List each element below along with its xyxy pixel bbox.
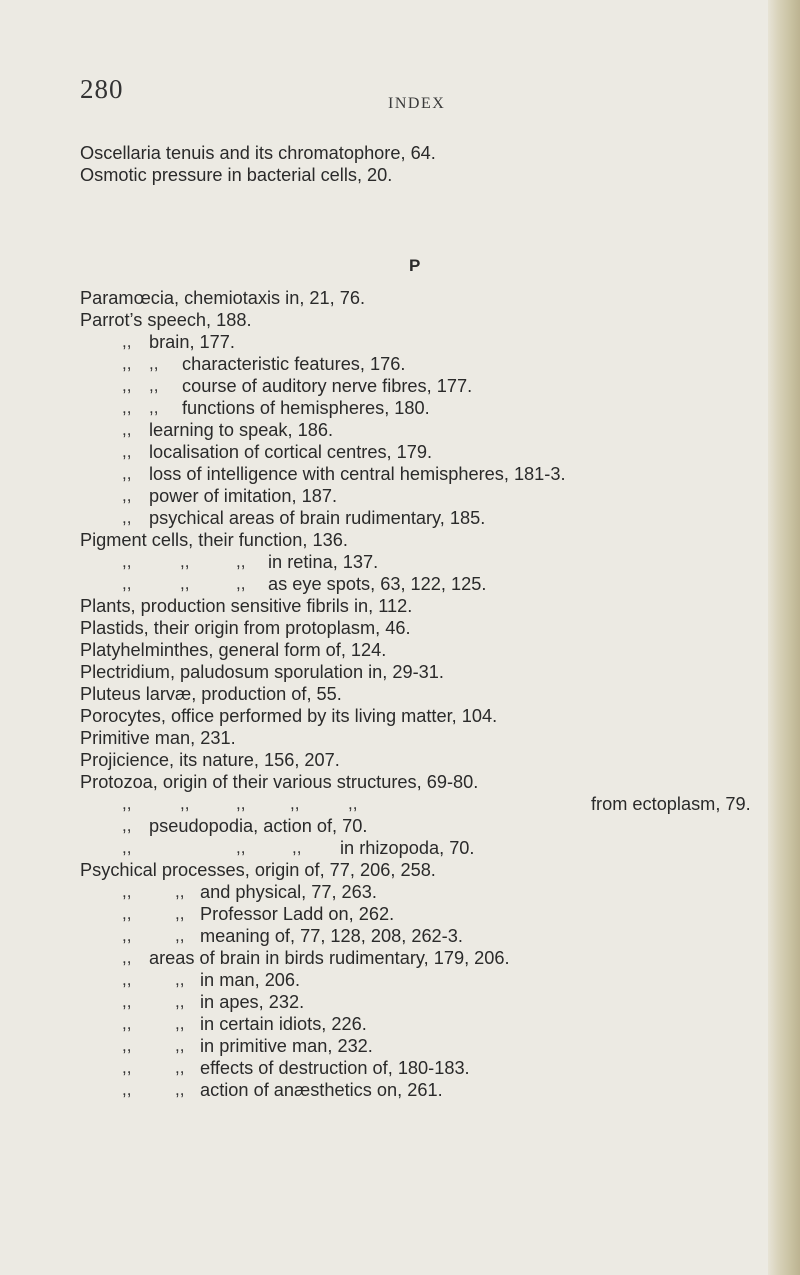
- ditto-mark: ,,: [236, 552, 246, 571]
- index-entry: Pigment cells, their function, 136.: [80, 530, 348, 550]
- index-entry: Plectridium, paludosum sporulation in, 29-31.: [80, 662, 444, 682]
- ditto-mark: ,,: [122, 838, 132, 857]
- ditto-mark: ,,: [122, 1036, 132, 1055]
- ditto-mark: ,,: [292, 838, 302, 857]
- ditto-mark: ,,: [175, 970, 185, 989]
- ditto-mark: ,,: [122, 486, 132, 505]
- ditto-mark: ,,: [149, 354, 159, 373]
- ditto-mark: ,,: [175, 926, 185, 945]
- section-letter: P: [409, 256, 421, 275]
- index-entry: Plastids, their origin from protoplasm, 46.: [80, 618, 411, 638]
- ditto-mark: ,,: [180, 794, 190, 813]
- index-subentry: as eye spots, 63, 122, 125.: [268, 574, 487, 594]
- ditto-mark: ,,: [122, 970, 132, 989]
- ditto-mark: ,,: [175, 1036, 185, 1055]
- ditto-mark: ,,: [122, 552, 132, 571]
- ditto-mark: ,,: [180, 574, 190, 593]
- index-subentry: in man, 206.: [200, 970, 301, 990]
- ditto-mark: ,,: [122, 904, 132, 923]
- index-subentry: action of anæsthetics on, 261.: [200, 1080, 443, 1100]
- index-entry: Paramœcia, chemiotaxis in, 21, 76.: [80, 288, 366, 308]
- index-subentry: from ectoplasm, 79.: [591, 794, 751, 814]
- ditto-mark: ,,: [122, 574, 132, 593]
- ditto-mark: ,,: [236, 574, 246, 593]
- ditto-mark: ,,: [122, 508, 132, 527]
- index-subentry: in rhizopoda, 70.: [340, 838, 475, 858]
- ditto-mark: ,,: [122, 1014, 132, 1033]
- page-edge: [768, 0, 800, 1275]
- ditto-mark: ,,: [122, 794, 132, 813]
- index-subentry: in certain idiots, 226.: [200, 1014, 367, 1034]
- ditto-mark: ,,: [149, 376, 159, 395]
- ditto-mark: ,,: [122, 816, 132, 835]
- index-subentry: characteristic features, 176.: [182, 354, 406, 374]
- ditto-mark: ,,: [122, 464, 132, 483]
- index-entry: Psychical processes, origin of, 77, 206, 258.: [80, 860, 436, 880]
- index-entry: Oscellaria tenuis and its chromatophore, 64.: [80, 143, 436, 163]
- index-subentry: pseudopodia, action of, 70.: [149, 816, 368, 836]
- index-entry: Primitive man, 231.: [80, 728, 236, 748]
- ditto-mark: ,,: [348, 794, 358, 813]
- index-entry: Platyhelminthes, general form of, 124.: [80, 640, 387, 660]
- running-head: INDEX: [388, 95, 446, 112]
- index-subentry: in retina, 137.: [268, 552, 379, 572]
- index-subentry: functions of hemispheres, 180.: [182, 398, 430, 418]
- index-subentry: meaning of, 77, 128, 208, 262-3.: [200, 926, 463, 946]
- index-entry: Plants, production sensitive fibrils in, 112.: [80, 596, 413, 616]
- page-number: 280: [80, 74, 124, 104]
- index-subentry: power of imitation, 187.: [149, 486, 338, 506]
- ditto-mark: ,,: [175, 1058, 185, 1077]
- ditto-mark: ,,: [122, 420, 132, 439]
- index-entry: Projicience, its nature, 156, 207.: [80, 750, 340, 770]
- ditto-mark: ,,: [180, 552, 190, 571]
- ditto-mark: ,,: [122, 376, 132, 395]
- ditto-mark: ,,: [122, 398, 132, 417]
- index-subentry: and physical, 77, 263.: [200, 882, 377, 902]
- index-entry: Pluteus larvæ, production of, 55.: [80, 684, 342, 704]
- index-subentry: brain, 177.: [149, 332, 235, 352]
- index-subentry: localisation of cortical centres, 179.: [149, 442, 433, 462]
- ditto-mark: ,,: [122, 1080, 132, 1099]
- ditto-mark: ,,: [122, 1058, 132, 1077]
- ditto-mark: ,,: [122, 354, 132, 373]
- index-subentry: in primitive man, 232.: [200, 1036, 373, 1056]
- ditto-mark: ,,: [175, 904, 185, 923]
- ditto-mark: ,,: [122, 442, 132, 461]
- index-subentry: psychical areas of brain rudimentary, 185.: [149, 508, 486, 528]
- index-subentry: loss of intelligence with central hemispheres, 181-3.: [149, 464, 566, 484]
- ditto-mark: ,,: [175, 992, 185, 1011]
- ditto-mark: ,,: [122, 332, 132, 351]
- index-subentry: course of auditory nerve fibres, 177.: [182, 376, 473, 396]
- index-subentry: learning to speak, 186.: [149, 420, 334, 440]
- index-subentry: areas of brain in birds rudimentary, 179, 206.: [149, 948, 510, 968]
- index-entry: Protozoa, origin of their various structures, 69-80.: [80, 772, 479, 792]
- ditto-mark: ,,: [122, 926, 132, 945]
- index-entry: Parrot’s speech, 188.: [80, 310, 252, 330]
- ditto-mark: ,,: [236, 838, 246, 857]
- index-subentry: Professor Ladd on, 262.: [200, 904, 395, 924]
- ditto-mark: ,,: [149, 398, 159, 417]
- ditto-mark: ,,: [175, 1014, 185, 1033]
- index-entry: Osmotic pressure in bacterial cells, 20.: [80, 165, 393, 185]
- ditto-mark: ,,: [122, 882, 132, 901]
- ditto-mark: ,,: [175, 882, 185, 901]
- ditto-mark: ,,: [122, 948, 132, 967]
- ditto-mark: ,,: [175, 1080, 185, 1099]
- ditto-mark: ,,: [122, 992, 132, 1011]
- ditto-mark: ,,: [236, 794, 246, 813]
- index-entry: Porocytes, office performed by its living matter, 104.: [80, 706, 498, 726]
- ditto-mark: ,,: [290, 794, 300, 813]
- index-subentry: effects of destruction of, 180-183.: [200, 1058, 470, 1078]
- index-subentry: in apes, 232.: [200, 992, 305, 1012]
